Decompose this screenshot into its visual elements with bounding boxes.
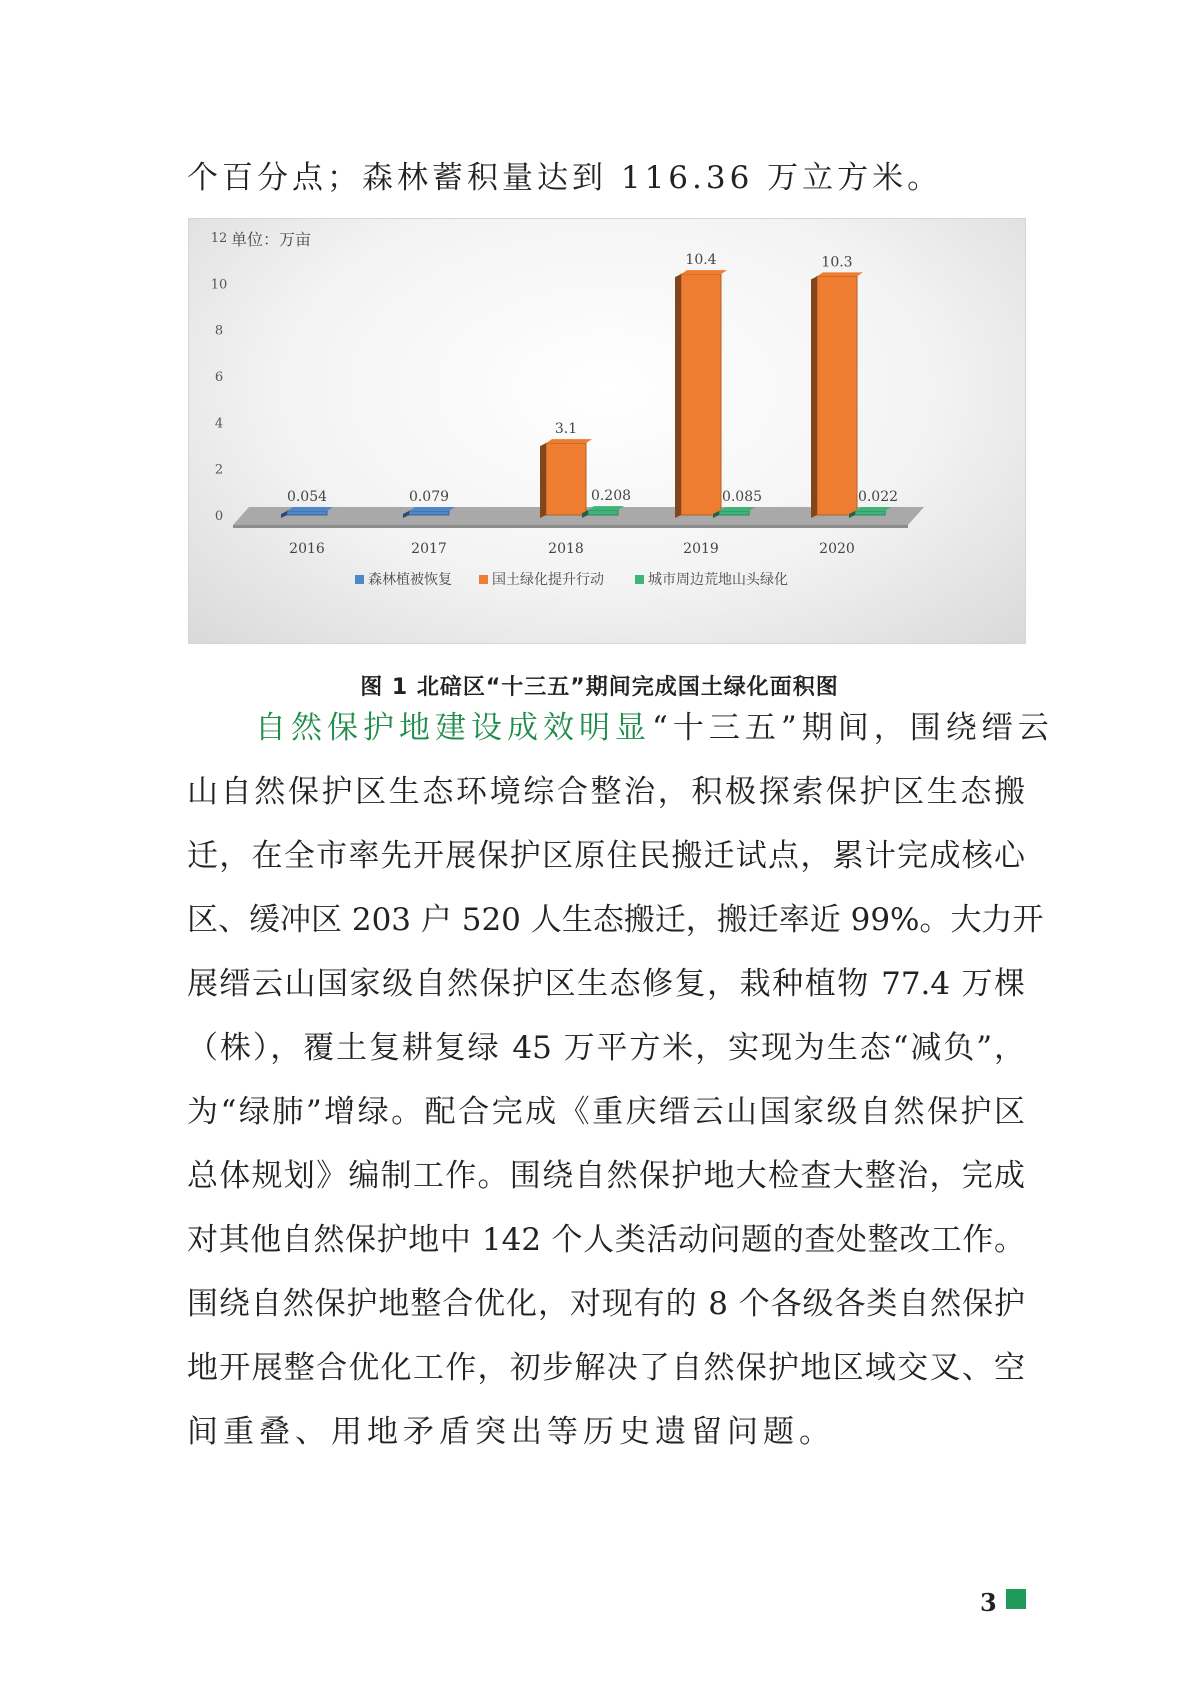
x-tick-label: 2020: [819, 541, 855, 557]
legend-swatch: [355, 575, 364, 584]
bar-2-2020: [855, 511, 885, 515]
data-label: 3.1: [554, 421, 578, 438]
page-number: 3: [980, 1588, 997, 1617]
body-line-5: （株），覆土复耕复绿 45 万平方米，实现为生态“减负”，: [187, 1030, 1025, 1066]
bar-top-1-2019: [681, 270, 727, 274]
x-tick-label: 2018: [548, 541, 584, 557]
data-label: 0.054: [286, 489, 328, 505]
data-label: 10.4: [685, 252, 717, 269]
y-tick-label: 8: [214, 323, 224, 339]
body-line-3: 区、缓冲区 203 户 520 人生态搬迁，搬迁率近 99%。大力开: [187, 902, 1044, 938]
y-tick-label: 0: [214, 509, 224, 524]
x-tick-label: 2016: [289, 541, 325, 557]
data-label: 10.3: [821, 254, 853, 271]
bar-top-0-2017: [409, 507, 455, 511]
body-line-6: 为“绿肺”增绿。配合完成《重庆缙云山国家级自然保护区: [187, 1094, 1025, 1130]
bar-side-1-2019: [675, 274, 681, 518]
y-tick-label: 4: [214, 416, 224, 432]
section-heading: 自然保护地建设成效明显: [255, 710, 651, 746]
y-tick-label: 10: [210, 277, 228, 293]
y-tick-label: 6: [214, 370, 224, 385]
data-label: 0.079: [408, 489, 450, 505]
bar-side-1-2018: [540, 443, 546, 518]
legend-label: 城市周边荒地山头绿化: [648, 572, 788, 588]
section-line-0: “十三五”期间，围绕缙云: [652, 710, 1054, 746]
y-tick-label: 12: [210, 231, 228, 246]
y-tick-label: 2: [214, 462, 224, 478]
bar-0-2016: [287, 511, 327, 515]
legend-label: 森林植被恢复: [368, 572, 452, 588]
legend-swatch: [479, 575, 488, 584]
chart-floor-edge: [233, 525, 908, 528]
bar-2-2018: [588, 510, 618, 515]
bar-1-2020: [817, 276, 857, 515]
bar-top-2-2020: [855, 507, 891, 511]
body-line-1: 山自然保护区生态环境综合整治，积极探索保护区生态搬: [187, 774, 1025, 810]
page-marker: [1006, 1589, 1026, 1609]
bar-top-2-2018: [588, 506, 624, 510]
legend-label: 国土绿化提升行动: [492, 572, 604, 588]
bar-1-2019: [681, 274, 721, 515]
body-line-7: 总体规划》编制工作。围绕自然保护地大检查大整治，完成: [187, 1158, 1025, 1194]
bar-top-0-2016: [287, 507, 333, 511]
data-label: 0.085: [721, 489, 763, 505]
x-tick-label: 2019: [683, 541, 719, 557]
body-line-11: 间重叠、用地矛盾突出等历史遗留问题。: [187, 1414, 835, 1450]
bar-1-2018: [546, 443, 586, 515]
bar-top-2-2019: [719, 507, 755, 511]
bar-side-1-2020: [811, 276, 817, 518]
figure-caption: 图 1 北碚区“十三五”期间完成国土绿化面积图: [360, 675, 839, 700]
bar-0-2017: [409, 511, 449, 515]
bar-top-1-2018: [546, 439, 592, 443]
data-label: 0.208: [590, 488, 632, 505]
x-tick-label: 2017: [411, 541, 447, 557]
body-line-8: 对其他自然保护地中 142 个人类活动问题的查处整改工作。: [187, 1222, 1025, 1258]
body-line-4: 展缙云山国家级自然保护区生态修复，栽种植物 77.4 万棵: [187, 966, 1025, 1002]
data-label: 0.022: [857, 489, 899, 505]
intro-line: 个百分点；森林蓄积量达到 116.36 万立方米。: [187, 160, 943, 196]
body-line-2: 迁，在全市率先开展保护区原住民搬迁试点，累计完成核心: [187, 838, 1025, 874]
bar-2-2019: [719, 511, 749, 515]
chart-svg: [189, 219, 1025, 643]
bar-chart: [188, 218, 1026, 644]
unit-label: 单位：万亩: [231, 230, 312, 249]
legend-swatch: [635, 575, 644, 584]
body-line-9: 围绕自然保护地整合优化，对现有的 8 个各级各类自然保护: [187, 1286, 1025, 1322]
bar-top-1-2020: [817, 272, 863, 276]
body-line-10: 地开展整合优化工作，初步解决了自然保护地区域交叉、空: [187, 1350, 1025, 1386]
